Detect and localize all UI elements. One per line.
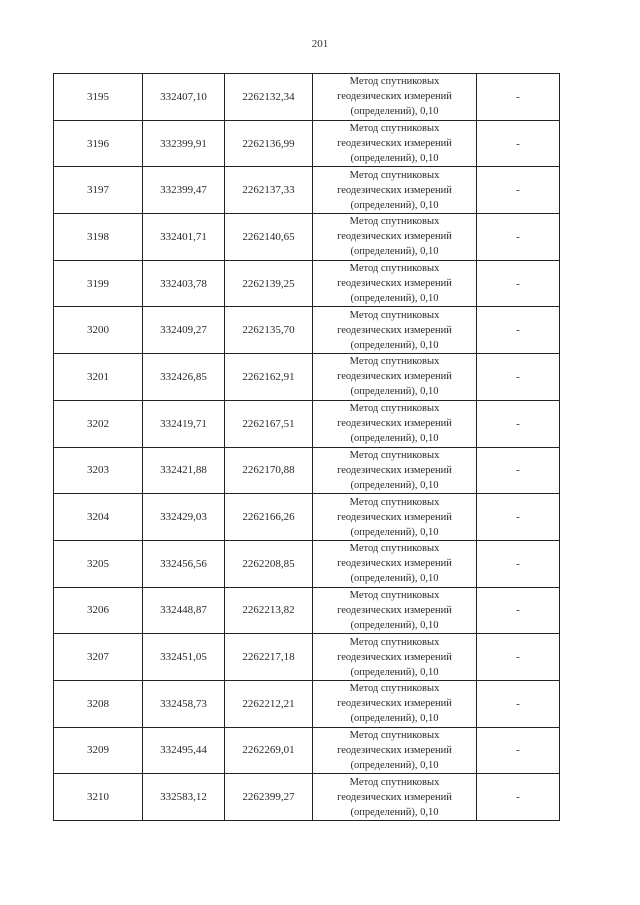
note-cell: -	[477, 494, 560, 541]
y-coordinate-cell: 2262170,88	[225, 447, 313, 494]
y-coordinate-cell: 2262213,82	[225, 587, 313, 634]
method-text: (определений), 0,10	[350, 433, 439, 445]
method-cell	[313, 214, 477, 261]
method-cell	[313, 587, 477, 634]
point-number-cell: 3204	[54, 494, 143, 541]
point-number-cell: 3197	[54, 167, 143, 214]
method-text: геодезических измерений	[337, 651, 452, 663]
method-text: Метод спутниковых	[349, 543, 440, 555]
method-cell	[313, 540, 477, 587]
y-coordinate-cell: 2262136,99	[225, 120, 313, 167]
method-text: (определений), 0,10	[350, 573, 439, 585]
method-text: геодезических измерений	[337, 791, 452, 803]
method-text: (определений), 0,10	[350, 106, 439, 118]
note-cell: -	[477, 354, 560, 401]
method-text: геодезических измерений	[337, 91, 452, 103]
y-coordinate-cell: 2262212,21	[225, 680, 313, 727]
point-number-cell: 3208	[54, 680, 143, 727]
method-text: геодезических измерений	[337, 371, 452, 383]
x-coordinate-cell: 332495,44	[143, 727, 225, 774]
method-cell	[313, 307, 477, 354]
note-cell: -	[477, 260, 560, 307]
method-cell	[313, 260, 477, 307]
method-text: Метод спутниковых	[349, 496, 440, 508]
method-cell	[313, 727, 477, 774]
method-cell	[313, 680, 477, 727]
table-row	[54, 400, 560, 447]
method-text: Метод спутниковых	[349, 636, 440, 648]
table-row	[54, 354, 560, 401]
point-number-cell: 3195	[54, 74, 143, 121]
method-text: (определений), 0,10	[350, 666, 439, 678]
table-row	[54, 447, 560, 494]
method-cell	[313, 634, 477, 681]
table-row	[54, 167, 560, 214]
y-coordinate-cell: 2262208,85	[225, 540, 313, 587]
point-number-cell: 3206	[54, 587, 143, 634]
method-text: геодезических измерений	[337, 418, 452, 430]
method-text: Метод спутниковых	[349, 776, 440, 788]
y-coordinate-cell: 2262166,26	[225, 494, 313, 541]
note-cell: -	[477, 774, 560, 821]
y-coordinate-cell: 2262140,65	[225, 214, 313, 261]
y-coordinate-cell: 2262162,91	[225, 354, 313, 401]
method-text: Метод спутниковых	[349, 263, 440, 275]
method-text: геодезических измерений	[337, 138, 452, 150]
table-row	[54, 727, 560, 774]
note-cell: -	[477, 680, 560, 727]
y-coordinate-cell: 2262132,34	[225, 74, 313, 121]
method-text: (определений), 0,10	[350, 806, 439, 818]
point-number-cell: 3207	[54, 634, 143, 681]
x-coordinate-cell: 332583,12	[143, 774, 225, 821]
note-cell: -	[477, 587, 560, 634]
method-text: (определений), 0,10	[350, 293, 439, 305]
method-text: (определений), 0,10	[350, 339, 439, 351]
y-coordinate-cell: 2262269,01	[225, 727, 313, 774]
point-number-cell: 3205	[54, 540, 143, 587]
table-row	[54, 587, 560, 634]
table-row	[54, 307, 560, 354]
point-number-cell: 3200	[54, 307, 143, 354]
method-text: геодезических измерений	[337, 278, 452, 290]
table-row	[54, 774, 560, 821]
coordinates-table	[53, 73, 560, 821]
method-text: геодезических измерений	[337, 511, 452, 523]
method-text: Метод спутниковых	[349, 76, 440, 88]
method-text: (определений), 0,10	[350, 619, 439, 631]
method-text: геодезических измерений	[337, 324, 452, 336]
method-cell	[313, 354, 477, 401]
point-number-cell: 3196	[54, 120, 143, 167]
x-coordinate-cell: 332407,10	[143, 74, 225, 121]
note-cell: -	[477, 447, 560, 494]
method-text: (определений), 0,10	[350, 713, 439, 725]
method-cell	[313, 167, 477, 214]
method-text: Метод спутниковых	[349, 403, 440, 415]
note-cell: -	[477, 727, 560, 774]
x-coordinate-cell: 332401,71	[143, 214, 225, 261]
y-coordinate-cell: 2262137,33	[225, 167, 313, 214]
x-coordinate-cell: 332403,78	[143, 260, 225, 307]
method-text: Метод спутниковых	[349, 683, 440, 695]
method-cell	[313, 74, 477, 121]
point-number-cell: 3202	[54, 400, 143, 447]
table-row	[54, 634, 560, 681]
method-text: (определений), 0,10	[350, 199, 439, 211]
method-cell	[313, 774, 477, 821]
y-coordinate-cell: 2262217,18	[225, 634, 313, 681]
point-number-cell: 3201	[54, 354, 143, 401]
method-text: Метод спутниковых	[349, 309, 440, 321]
x-coordinate-cell: 332419,71	[143, 400, 225, 447]
point-number-cell: 3198	[54, 214, 143, 261]
x-coordinate-cell: 332421,88	[143, 447, 225, 494]
x-coordinate-cell: 332429,03	[143, 494, 225, 541]
point-number-cell: 3210	[54, 774, 143, 821]
table-row	[54, 74, 560, 121]
x-coordinate-cell: 332456,56	[143, 540, 225, 587]
table-row	[54, 680, 560, 727]
x-coordinate-cell: 332458,73	[143, 680, 225, 727]
y-coordinate-cell: 2262135,70	[225, 307, 313, 354]
method-text: геодезических измерений	[337, 604, 452, 616]
method-text: геодезических измерений	[337, 464, 452, 476]
page-number: 201	[311, 38, 329, 50]
point-number-cell: 3199	[54, 260, 143, 307]
note-cell: -	[477, 214, 560, 261]
method-text: Метод спутниковых	[349, 449, 440, 461]
y-coordinate-cell: 2262139,25	[225, 260, 313, 307]
note-cell: -	[477, 400, 560, 447]
x-coordinate-cell: 332448,87	[143, 587, 225, 634]
method-text: геодезических измерений	[337, 744, 452, 756]
method-text: геодезических измерений	[337, 698, 452, 710]
method-text: (определений), 0,10	[350, 386, 439, 398]
note-cell: -	[477, 167, 560, 214]
method-text: Метод спутниковых	[349, 356, 440, 368]
note-cell: -	[477, 120, 560, 167]
x-coordinate-cell: 332399,91	[143, 120, 225, 167]
note-cell: -	[477, 307, 560, 354]
method-text: (определений), 0,10	[350, 479, 439, 491]
table-row	[54, 260, 560, 307]
method-text: (определений), 0,10	[350, 759, 439, 771]
method-text: геодезических измерений	[337, 231, 452, 243]
method-text: Метод спутниковых	[349, 123, 440, 135]
method-text: Метод спутниковых	[349, 589, 440, 601]
method-text: геодезических измерений	[337, 558, 452, 570]
point-number-cell: 3203	[54, 447, 143, 494]
method-text: (определений), 0,10	[350, 526, 439, 538]
method-text: Метод спутниковых	[349, 169, 440, 181]
point-number-cell: 3209	[54, 727, 143, 774]
method-text: (определений), 0,10	[350, 153, 439, 165]
method-text: Метод спутниковых	[349, 729, 440, 741]
x-coordinate-cell: 332409,27	[143, 307, 225, 354]
method-text: (определений), 0,10	[350, 246, 439, 258]
table-row	[54, 540, 560, 587]
note-cell: -	[477, 540, 560, 587]
x-coordinate-cell: 332426,85	[143, 354, 225, 401]
y-coordinate-cell: 2262167,51	[225, 400, 313, 447]
table-row	[54, 214, 560, 261]
note-cell: -	[477, 634, 560, 681]
method-text: Метод спутниковых	[349, 216, 440, 228]
method-cell	[313, 494, 477, 541]
method-cell	[313, 400, 477, 447]
coordinates-table-body	[54, 74, 560, 821]
x-coordinate-cell: 332399,47	[143, 167, 225, 214]
table-row	[54, 494, 560, 541]
method-cell	[313, 447, 477, 494]
method-cell	[313, 120, 477, 167]
y-coordinate-cell: 2262399,27	[225, 774, 313, 821]
table-row	[54, 120, 560, 167]
method-text: геодезических измерений	[337, 184, 452, 196]
x-coordinate-cell: 332451,05	[143, 634, 225, 681]
note-cell: -	[477, 74, 560, 121]
